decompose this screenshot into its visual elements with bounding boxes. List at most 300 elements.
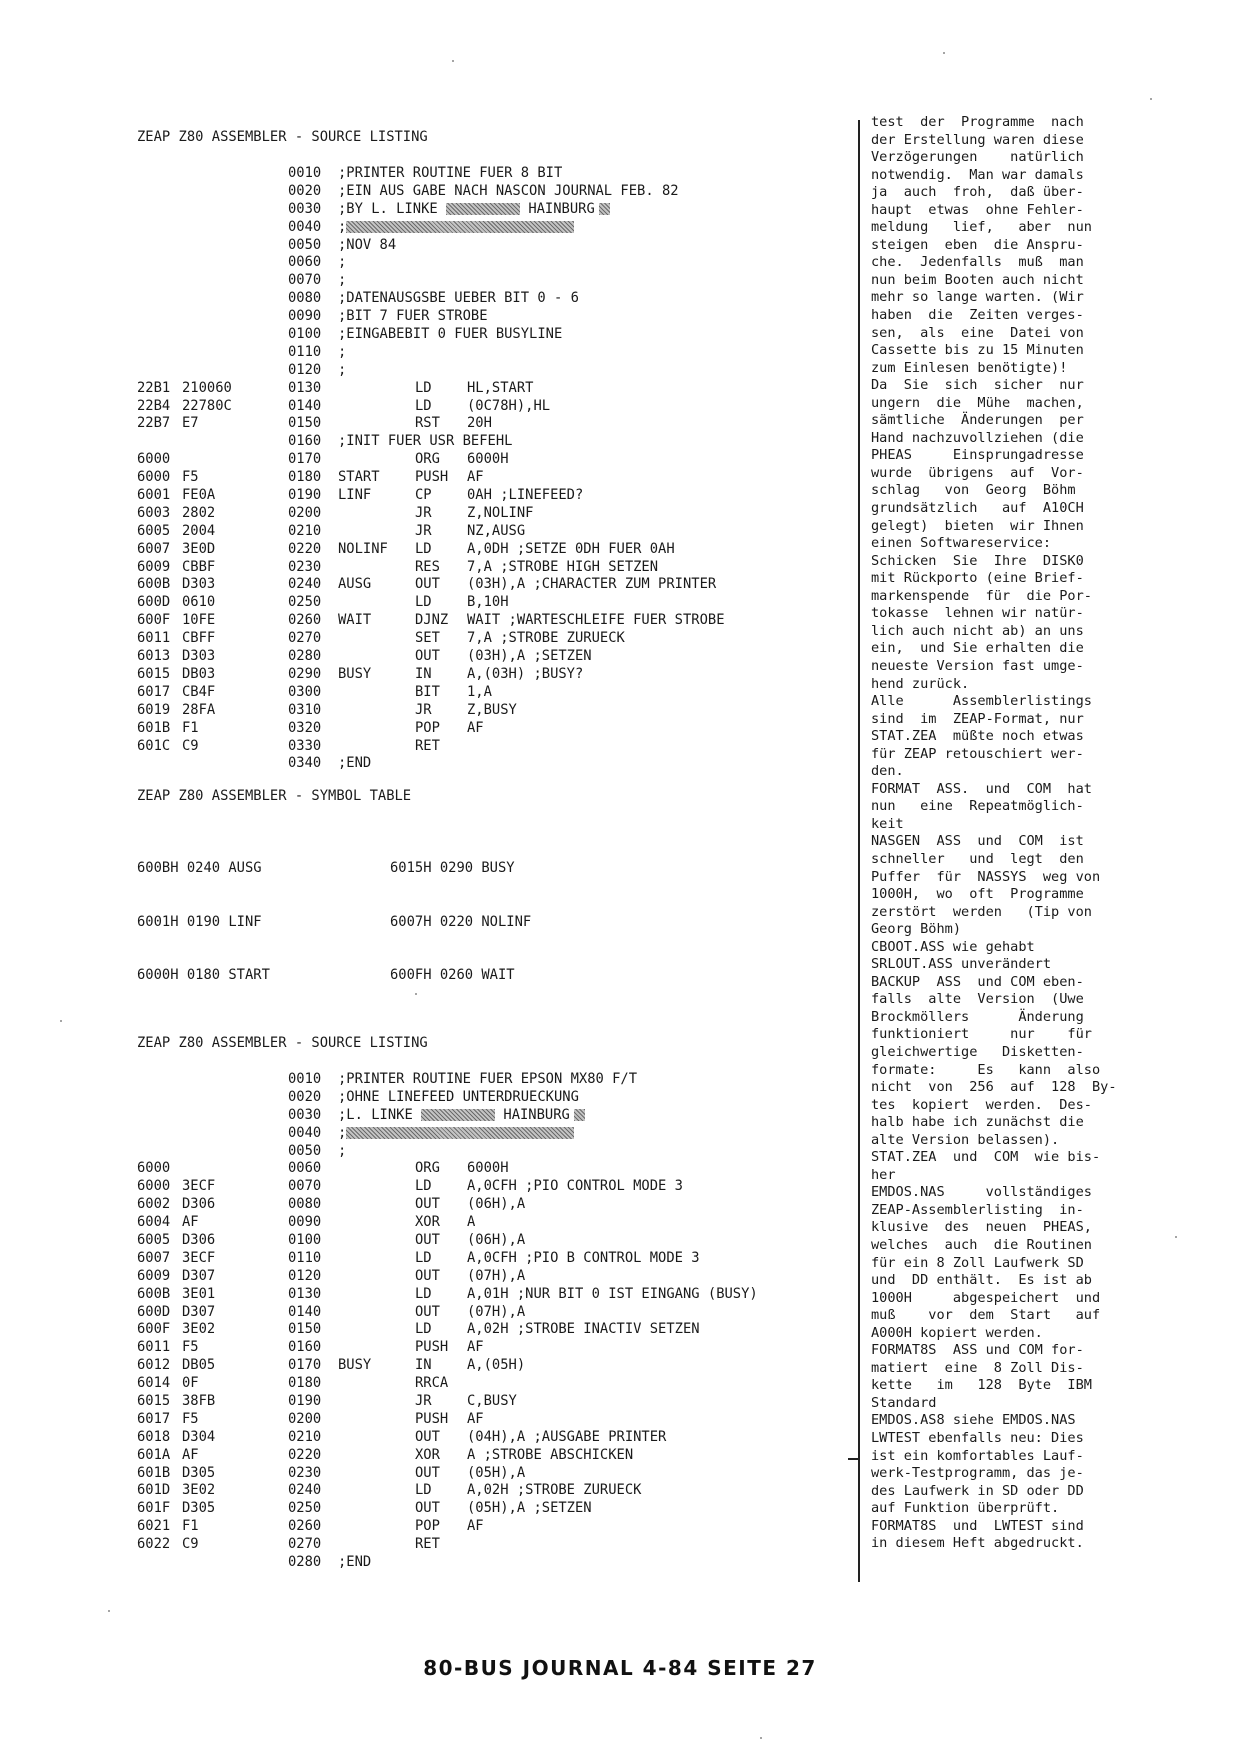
opcode: ORG	[415, 451, 440, 468]
scan-speck	[452, 60, 454, 62]
text-line: Verzögerungen natürlich	[871, 149, 1084, 166]
object-code: CBFF	[182, 630, 216, 647]
opcode: IN	[415, 665, 432, 682]
text-line: für ZEAP retouschiert wer-	[871, 745, 1084, 762]
opcode: JR	[415, 504, 432, 521]
line-number: 0340	[288, 755, 322, 772]
opcode: LD	[415, 594, 432, 611]
opcode: OUT	[415, 1267, 440, 1284]
comment-text: ;END	[338, 1554, 372, 1571]
object-code: DB03	[182, 665, 216, 682]
line-number: 0230	[288, 558, 322, 575]
text-line: des Laufwerk in SD oder DD	[871, 1482, 1084, 1499]
scan-speck	[60, 1020, 62, 1022]
symbol-row	[137, 913, 532, 932]
operands: B,10H	[467, 594, 509, 611]
comment	[338, 433, 512, 451]
line-number: 0050	[288, 1142, 322, 1159]
object-code: 10FE	[182, 612, 216, 629]
text-line: funktioniert nur für	[871, 1026, 1092, 1043]
text-line: ZEAP-Assemblerlisting in-	[871, 1201, 1084, 1218]
address: 6017	[137, 683, 171, 700]
operands: C,BUSY	[467, 1393, 517, 1410]
object-code: 28FA	[182, 701, 216, 718]
text-line: her	[871, 1166, 896, 1183]
text-line: welches auch die Routinen	[871, 1237, 1092, 1253]
text-line: Cassette bis zu 15 Minuten	[871, 342, 1084, 359]
line-number: 0030	[288, 1106, 322, 1123]
operands: AF	[467, 1410, 484, 1427]
text-line: und DD enthält. Es ist ab	[871, 1272, 1092, 1289]
line-number: 0110	[288, 1249, 322, 1266]
text-line: sämtliche Änderungen per	[871, 412, 1084, 429]
text-line: EMDOS.AS8 siehe EMDOS.NAS	[871, 1412, 1076, 1429]
opcode: OUT	[415, 1196, 440, 1213]
operands: 1,A	[467, 683, 492, 700]
operands: WAIT ;WARTESCHLEIFE FUER STROBE	[467, 612, 725, 629]
opcode: CP	[415, 487, 432, 504]
text-line: BACKUP ASS und COM eben-	[871, 973, 1084, 990]
scan-speck	[760, 1737, 762, 1739]
text-line: werk-Testprogramm, das je-	[871, 1465, 1084, 1482]
text-line: grundsätzlich auf A10CH	[871, 500, 1084, 517]
opcode: RES	[415, 558, 440, 575]
text-line: Puffer für NASSYS weg von	[871, 868, 1101, 885]
operands: A ;STROBE ABSCHICKEN	[467, 1446, 634, 1463]
line-number: 0160	[288, 1339, 322, 1356]
address: 600F	[137, 612, 171, 629]
redaction-bar	[599, 203, 610, 215]
redaction-bar	[346, 221, 574, 233]
operands: A,0CFH ;PIO B CONTROL MODE 3	[467, 1249, 700, 1266]
address: 601D	[137, 1482, 171, 1499]
opcode: PUSH	[415, 1339, 449, 1356]
label: AUSG	[338, 576, 372, 593]
text-line: Da Sie sich sicher nur	[871, 377, 1084, 394]
opcode: ORG	[415, 1160, 440, 1177]
text-line: formate: Es kann also	[871, 1061, 1101, 1078]
text-line: zum Einlesen benötigte)!	[871, 359, 1068, 376]
line-number: 0080	[288, 290, 322, 307]
comment	[338, 254, 346, 272]
line-number: 0170	[288, 451, 322, 468]
address: 6021	[137, 1518, 171, 1535]
comment-text: ;	[338, 361, 347, 378]
line-number: 0040	[288, 1124, 322, 1141]
object-code: AF	[182, 1446, 199, 1463]
operands: 7,A ;STROBE HIGH SETZEN	[467, 558, 659, 575]
comment	[338, 755, 371, 773]
text-line: für ein 8 Zoll Laufwerk SD	[871, 1254, 1084, 1271]
opcode: RET	[415, 737, 440, 754]
object-code: CB4F	[182, 683, 216, 700]
text-line: keit	[871, 815, 904, 832]
object-code: 3E02	[182, 1482, 216, 1499]
line-number: 0200	[288, 504, 322, 521]
operands: NZ,AUSG	[467, 522, 526, 539]
text-line: Standard	[871, 1394, 937, 1411]
object-code: DB05	[182, 1357, 216, 1374]
address: 6019	[137, 701, 171, 718]
line-number: 0320	[288, 719, 322, 736]
opcode: JR	[415, 522, 432, 539]
label: START	[338, 469, 380, 486]
object-code: D305	[182, 1464, 216, 1481]
scan-speck	[943, 52, 945, 54]
opcode: LD	[415, 379, 432, 396]
opcode: OUT	[415, 576, 440, 593]
listing1-title: ZEAP Z80 ASSEMBLER - SOURCE LISTING	[137, 129, 428, 145]
address: 6014	[137, 1375, 171, 1392]
line-number: 0090	[288, 1214, 322, 1231]
text-line: den.	[871, 763, 904, 780]
opcode: XOR	[415, 1214, 440, 1231]
address: 6004	[137, 1214, 171, 1231]
operands: 20H	[467, 415, 492, 432]
address: 6015	[137, 1393, 171, 1410]
line-number: 0330	[288, 737, 322, 754]
object-code: D307	[182, 1267, 216, 1284]
text-line: ja auch froh, daß über-	[871, 184, 1084, 201]
object-code: 2802	[182, 504, 216, 521]
address: 6017	[137, 1410, 171, 1427]
line-number: 0080	[288, 1196, 322, 1213]
object-code: 38FB	[182, 1393, 216, 1410]
opcode: PUSH	[415, 469, 449, 486]
comment-text: ;	[338, 1142, 347, 1159]
opcode: IN	[415, 1357, 432, 1374]
operands: 6000H	[467, 1160, 509, 1177]
line-number: 0210	[288, 1428, 322, 1445]
text-line: Hand nachzuvollziehen (die	[871, 429, 1084, 446]
comment-text: ;	[338, 218, 347, 235]
redaction-bar	[446, 203, 520, 215]
address: 6013	[137, 648, 171, 665]
label: BUSY	[338, 665, 372, 682]
line-number: 0300	[288, 683, 322, 700]
line-number: 0190	[288, 487, 322, 504]
opcode: OUT	[415, 1464, 440, 1481]
text-line: PHEAS Einsprungadresse	[871, 447, 1084, 464]
operands: A,02H ;STROBE ZURUECK	[467, 1482, 642, 1499]
address: 6007	[137, 540, 171, 557]
line-number: 0280	[288, 648, 322, 665]
opcode: LD	[415, 397, 432, 414]
symbol-entry: 6015H 0290 BUSY	[390, 859, 515, 876]
line-number: 0100	[288, 1232, 322, 1249]
text-line: nun eine Repeatmöglich-	[871, 798, 1084, 815]
line-number: 0110	[288, 343, 322, 360]
text-line: haupt etwas ohne Fehler-	[871, 201, 1084, 218]
comment	[338, 1554, 371, 1572]
text-line: NASGEN ASS und COM ist	[871, 833, 1084, 850]
object-code: 0F	[182, 1375, 199, 1392]
address: 6011	[137, 1339, 171, 1356]
line-number: 0240	[288, 1482, 322, 1499]
line-number: 0280	[288, 1554, 322, 1571]
comment	[338, 237, 396, 255]
comment	[338, 272, 346, 290]
text-line: CBOOT.ASS wie gehabt	[871, 938, 1035, 955]
operands: A,0DH ;SETZE 0DH FUER 0AH	[467, 540, 675, 557]
address: 6000	[137, 469, 171, 486]
operands: HL,START	[467, 379, 534, 396]
comment	[338, 1107, 585, 1125]
text-line: gelegt) bieten wir Ihnen	[871, 517, 1084, 534]
object-code: D307	[182, 1303, 216, 1320]
label: LINF	[338, 487, 372, 504]
object-code: D304	[182, 1428, 216, 1445]
line-number: 0130	[288, 1285, 322, 1302]
line-number: 0270	[288, 1536, 322, 1553]
line-number: 0170	[288, 1357, 322, 1374]
operands: (07H),A	[467, 1267, 526, 1284]
line-number: 0130	[288, 379, 322, 396]
listing2-title: ZEAP Z80 ASSEMBLER - SOURCE LISTING	[137, 1035, 428, 1051]
object-code: F1	[182, 1518, 199, 1535]
text-line: der Erstellung waren diese	[871, 131, 1084, 148]
operands: Z,NOLINF	[467, 504, 534, 521]
opcode: POP	[415, 1518, 440, 1535]
comment-text: HAINBURG	[528, 200, 595, 217]
comment	[338, 165, 562, 183]
line-number: 0030	[288, 200, 322, 217]
address: 6005	[137, 1232, 171, 1249]
scan-speck	[1175, 1236, 1177, 1238]
object-code: D306	[182, 1196, 216, 1213]
text-line: kette im 128 Byte IBM	[871, 1377, 1092, 1394]
text-line: FORMAT8S ASS und COM for-	[871, 1342, 1084, 1359]
address: 6003	[137, 504, 171, 521]
address: 6000	[137, 1178, 171, 1195]
line-number: 0220	[288, 1446, 322, 1463]
opcode: PUSH	[415, 1410, 449, 1427]
line-number: 0150	[288, 1321, 322, 1338]
operands: A	[467, 1214, 476, 1231]
line-number: 0050	[288, 236, 322, 253]
text-line: meldung lief, aber nun	[871, 219, 1092, 236]
text-line: zerstört werden (Tip von	[871, 903, 1092, 920]
address: 6002	[137, 1196, 171, 1213]
object-code: D306	[182, 1232, 216, 1249]
comment-text: ;INIT FUER USR BEFEHL	[338, 433, 513, 450]
symbol-entry: 600BH 0240 AUSG	[137, 859, 262, 876]
comment	[338, 183, 679, 201]
text-line: nicht von 256 auf 128 By-	[871, 1079, 1117, 1096]
text-line: steigen eben die Anspru-	[871, 236, 1084, 253]
address: 600D	[137, 1303, 171, 1320]
address: 601B	[137, 1464, 171, 1481]
address: 600F	[137, 1321, 171, 1338]
page-footer: 80-BUS JOURNAL 4-84 SEITE 27	[423, 1656, 817, 1680]
comment-text: ;BY L. LINKE	[338, 200, 438, 217]
opcode: LD	[415, 1249, 432, 1266]
label: WAIT	[338, 612, 372, 629]
object-code: C9	[182, 1536, 199, 1553]
text-line: mehr so lange warten. (Wir	[871, 289, 1084, 306]
object-code: D303	[182, 648, 216, 665]
opcode: JR	[415, 701, 432, 718]
opcode: DJNZ	[415, 612, 449, 629]
object-code: F1	[182, 719, 199, 736]
text-line: sind im ZEAP-Format, nur	[871, 710, 1084, 727]
comment-text: ;EIN AUS GABE NACH NASCON JOURNAL FEB. 82	[338, 182, 679, 199]
comment-text: ;	[338, 254, 347, 271]
operands: A,(05H)	[467, 1357, 526, 1374]
symbol-entry: 6001H 0190 LINF	[137, 913, 262, 930]
opcode: LD	[415, 540, 432, 557]
text-line: Brockmöllers Änderung	[871, 1008, 1084, 1025]
opcode: SET	[415, 630, 440, 647]
object-code: 3ECF	[182, 1178, 216, 1195]
text-line: alte Version belassen).	[871, 1131, 1060, 1148]
operands: 6000H	[467, 451, 509, 468]
comment-text: ;	[338, 1124, 347, 1141]
comment	[338, 1071, 637, 1089]
operands: 7,A ;STROBE ZURUECK	[467, 630, 625, 647]
text-line: ungern die Mühe machen,	[871, 394, 1084, 411]
text-line: hend zurück.	[871, 675, 970, 692]
operands: Z,BUSY	[467, 701, 517, 718]
operands: A,0CFH ;PIO CONTROL MODE 3	[467, 1178, 683, 1195]
operands: A,(03H) ;BUSY?	[467, 665, 584, 682]
text-line: klusive des neuen PHEAS,	[871, 1219, 1092, 1236]
opcode: JR	[415, 1393, 432, 1410]
object-code: FE0A	[182, 487, 216, 504]
line-number: 0260	[288, 1518, 322, 1535]
comment-text: ;PRINTER ROUTINE FUER 8 BIT	[338, 165, 563, 181]
line-number: 0290	[288, 665, 322, 682]
text-line: einen Softwareservice:	[871, 535, 1052, 552]
right-column-text	[871, 114, 1151, 1553]
comment-text: ;OHNE LINEFEED UNTERDRUECKUNG	[338, 1088, 579, 1105]
label: NOLINF	[338, 540, 388, 557]
object-code: F5	[182, 469, 199, 486]
line-number: 0010	[288, 1071, 322, 1087]
text-line: neueste Version fast umge-	[871, 657, 1084, 674]
comment-text: ;	[338, 272, 347, 289]
address: 601A	[137, 1446, 171, 1463]
line-number: 0040	[288, 218, 322, 235]
operands: (07H),A	[467, 1303, 526, 1320]
object-code: 210060	[182, 379, 232, 396]
line-number: 0090	[288, 308, 322, 325]
symbol-entry: 6007H 0220 NOLINF	[390, 913, 532, 930]
text-line: EMDOS.NAS vollständiges	[871, 1184, 1092, 1201]
address: 600B	[137, 576, 171, 593]
operands: A,01H ;NUR BIT 0 IST EINGANG (BUSY)	[467, 1285, 758, 1302]
opcode: OUT	[415, 1232, 440, 1249]
line-number: 0150	[288, 415, 322, 432]
operands: (03H),A ;SETZEN	[467, 648, 592, 665]
address: 6001	[137, 487, 171, 504]
object-code: C9	[182, 737, 199, 754]
redaction-bar	[346, 1127, 574, 1139]
opcode: OUT	[415, 1428, 440, 1445]
address: 6009	[137, 1267, 171, 1284]
opcode: LD	[415, 1285, 432, 1302]
text-line: Schicken Sie Ihre DISK0	[871, 552, 1084, 569]
text-line: Georg Böhm)	[871, 921, 962, 938]
operands: (05H),A	[467, 1464, 526, 1481]
text-line: wurde übrigens auf Vor-	[871, 464, 1084, 481]
object-code: F5	[182, 1339, 199, 1356]
scan-speck	[1150, 98, 1152, 100]
operands: (06H),A	[467, 1196, 526, 1213]
text-line: che. Jedenfalls muß man	[871, 254, 1084, 271]
object-code: AF	[182, 1214, 199, 1231]
comment	[338, 290, 579, 308]
line-number: 0250	[288, 1500, 322, 1517]
line-number: 0180	[288, 1375, 322, 1392]
object-code: 3E02	[182, 1321, 216, 1338]
object-code: 2004	[182, 522, 216, 539]
line-number: 0020	[288, 182, 322, 199]
line-number: 0180	[288, 469, 322, 486]
text-line: gleichwertige Disketten-	[871, 1043, 1084, 1060]
comment-text: ;L. LINKE	[338, 1106, 413, 1123]
object-code: 0610	[182, 594, 216, 611]
line-number: 0070	[288, 272, 322, 289]
line-number: 0010	[288, 165, 322, 181]
operands: (04H),A ;AUSGABE PRINTER	[467, 1428, 667, 1445]
address: 6007	[137, 1249, 171, 1266]
text-line: A000H kopiert werden.	[871, 1324, 1043, 1341]
text-line: lich auch nicht ab) an uns	[871, 622, 1084, 639]
line-number: 0250	[288, 594, 322, 611]
text-line: haben die Zeiten verges-	[871, 307, 1084, 324]
opcode: OUT	[415, 1500, 440, 1517]
operands: A,02H ;STROBE INACTIV SETZEN	[467, 1321, 700, 1338]
divider-tick	[848, 1458, 860, 1460]
text-line: in diesem Heft abgedruckt.	[871, 1535, 1084, 1552]
address: 6009	[137, 558, 171, 575]
opcode: RRCA	[415, 1375, 449, 1392]
opcode: RST	[415, 415, 440, 432]
text-line: STAT.ZEA müßte noch etwas	[871, 728, 1084, 745]
address: 22B7	[137, 415, 171, 432]
line-number: 0200	[288, 1410, 322, 1427]
symbol-table	[137, 824, 532, 1021]
address: 6000	[137, 1160, 171, 1177]
text-line: ein, und Sie erhalten die	[871, 640, 1084, 657]
line-number: 0020	[288, 1088, 322, 1105]
text-line: schneller und legt den	[871, 850, 1084, 867]
address: 6000	[137, 451, 171, 468]
text-line: schlag von Georg Böhm	[871, 482, 1076, 499]
operands: (03H),A ;CHARACTER ZUM PRINTER	[467, 576, 717, 593]
symbol-entry: 600FH 0260 WAIT	[390, 967, 515, 984]
line-number: 0230	[288, 1464, 322, 1481]
redaction-bar	[421, 1109, 495, 1121]
text-line: FORMAT8S und LWTEST sind	[871, 1517, 1084, 1534]
comment	[338, 344, 346, 362]
opcode: XOR	[415, 1446, 440, 1463]
line-number: 0140	[288, 397, 322, 414]
line-number: 0060	[288, 1160, 322, 1177]
redaction-bar	[574, 1109, 585, 1121]
comment-text: ;NOV 84	[338, 236, 397, 253]
address: 600B	[137, 1285, 171, 1302]
line-number: 0270	[288, 630, 322, 647]
text-line: test der Programme nach	[871, 114, 1084, 130]
operands: 0AH ;LINEFEED?	[467, 487, 584, 504]
text-line: SRLOUT.ASS unverändert	[871, 956, 1052, 973]
comment	[338, 1089, 579, 1107]
object-code: 3ECF	[182, 1249, 216, 1266]
comment-text: ;	[338, 343, 347, 360]
operands: (06H),A	[467, 1232, 526, 1249]
